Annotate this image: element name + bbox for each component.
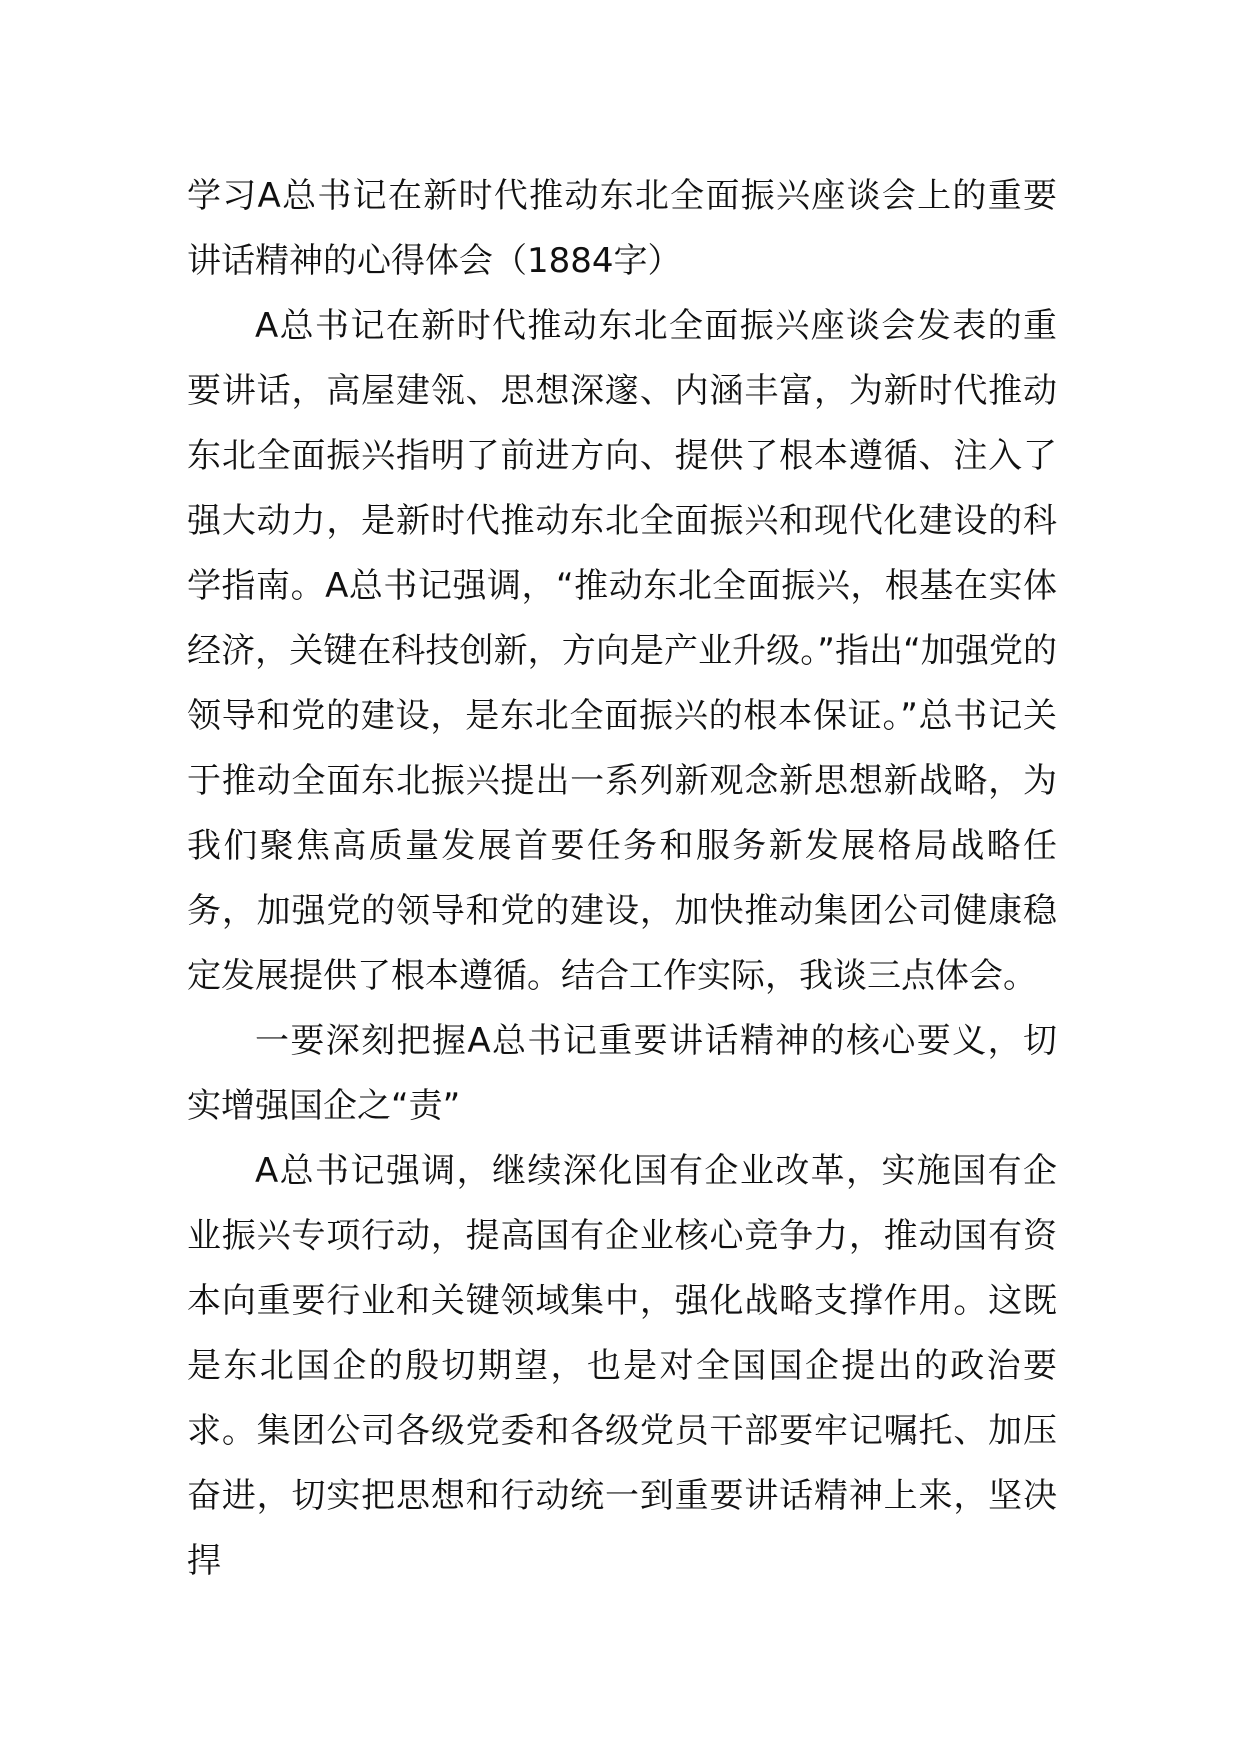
document-title: 学习A总书记在新时代推动东北全面振兴座谈会上的重要讲话精神的心得体会（1884字） [187, 176, 1057, 281]
document-body [187, 164, 1057, 1594]
section-heading-1: 一要深刻把握A总书记重要讲话精神的核心要义，切实增强国企之“责” [187, 1021, 1057, 1126]
section-paragraph-1: A总书记强调，继续深化国有企业改革，实施国有企业振兴专项行动，提高国有企业核心竞争力，推动国有资本向重要行业和关键领域集中，强化战略支撑作用。这既是东北国企的殷切期望，也是对全国国企提出的政治要求。集团公司各级党委和各级党员干部要牢记嘱托、加压奋进，切实把思想和行动统一到重要讲话精神上来，坚决捍 [187, 1151, 1057, 1581]
body-paragraph-1: A总书记在新时代推动东北全面振兴座谈会发表的重要讲话，高屋建瓴、思想深邃、内涵丰富，为新时代推动东北全面振兴指明了前进方向、提供了根本遵循、注入了强大动力，是新时代推动东北全面振兴和现代化建设的科学指南。A总书记强调，“推动东北全面振兴，根基在实体经济，关键在科技创新，方向是产业升级。”指出“加强党的领导和党的建设，是东北全面振兴的根本保证。”总书记关于推动全面东北振兴提出一系列新观念新思想新战略，为我们聚焦高质量发展首要任务和服务新发展格局战略任务，加强党的领导和党的建设，加快推动集团公司健康稳定发展提供了根本遵循。结合工作实际，我谈三点体会。 [187, 306, 1057, 996]
